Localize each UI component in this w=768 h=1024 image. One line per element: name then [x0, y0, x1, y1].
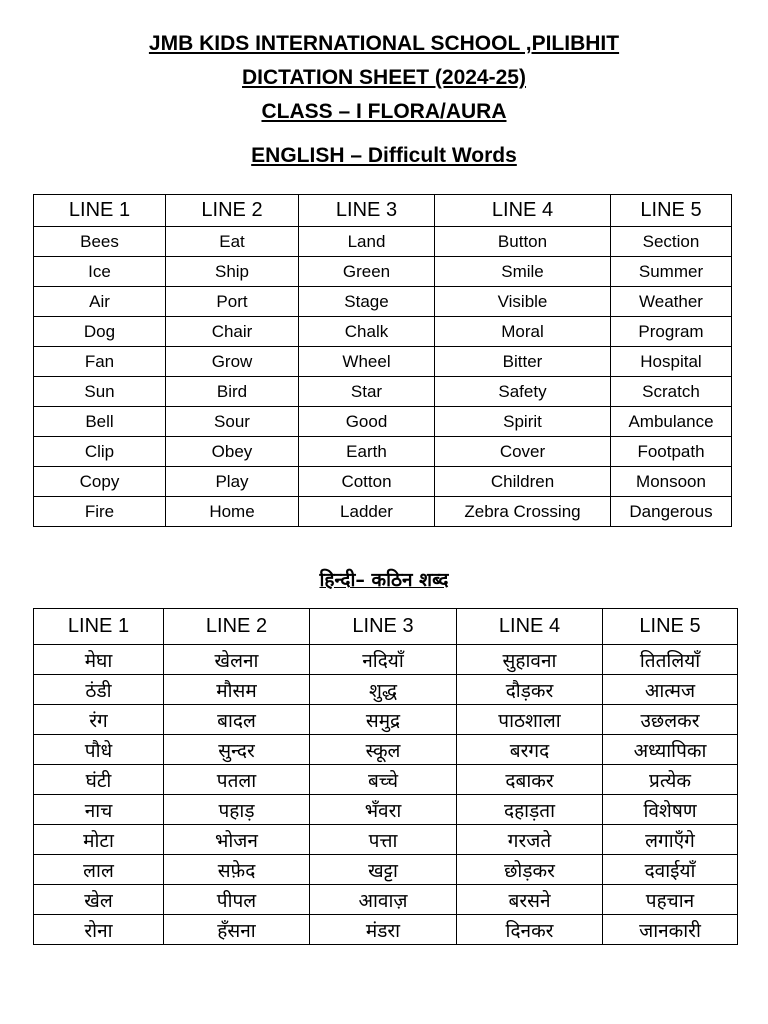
hindi-word-cell: मोटा — [34, 825, 164, 855]
hindi-word-cell: खेल — [34, 885, 164, 915]
english-col-header: LINE 1 — [34, 195, 166, 227]
english-word-cell: Copy — [34, 467, 166, 497]
english-word-cell: Zebra Crossing — [435, 497, 611, 527]
english-word-cell: Ship — [166, 257, 299, 287]
hindi-col-header: LINE 3 — [310, 609, 457, 645]
hindi-word-cell: बरसने — [457, 885, 603, 915]
english-word-cell: Bees — [34, 227, 166, 257]
hindi-section-title: हिन्दी– कठिन शब्द — [319, 569, 449, 591]
english-section-title: ENGLISH – Difficult Words — [251, 144, 517, 167]
english-word-cell: Dog — [34, 317, 166, 347]
hindi-word-cell: छोड़कर — [457, 855, 603, 885]
hindi-word-cell: पहचान — [603, 885, 738, 915]
english-word-cell: Chair — [166, 317, 299, 347]
hindi-word-cell: आत्मज — [603, 675, 738, 705]
english-word-cell: Dangerous — [611, 497, 732, 527]
hindi-word-cell: दिनकर — [457, 915, 603, 945]
english-word-cell: Home — [166, 497, 299, 527]
english-word-cell: Weather — [611, 287, 732, 317]
english-table-row — [34, 287, 732, 317]
hindi-col-header: LINE 5 — [603, 609, 738, 645]
english-word-cell: Cotton — [299, 467, 435, 497]
hindi-word-cell: पीपल — [164, 885, 310, 915]
hindi-word-cell: पहाड़ — [164, 795, 310, 825]
english-word-cell: Ambulance — [611, 407, 732, 437]
english-word-cell: Air — [34, 287, 166, 317]
english-word-cell: Bitter — [435, 347, 611, 377]
hindi-word-cell: दबाकर — [457, 765, 603, 795]
hindi-word-cell: अध्यापिका — [603, 735, 738, 765]
hindi-word-cell: पाठशाला — [457, 705, 603, 735]
hindi-col-header: LINE 1 — [34, 609, 164, 645]
hindi-word-cell: जानकारी — [603, 915, 738, 945]
english-table-row — [34, 437, 732, 467]
hindi-table-row — [34, 765, 738, 795]
hindi-table-row — [34, 735, 738, 765]
hindi-word-cell: आवाज़ — [310, 885, 457, 915]
english-table-row — [34, 317, 732, 347]
hindi-word-cell: उछलकर — [603, 705, 738, 735]
hindi-word-cell: रंग — [34, 705, 164, 735]
hindi-word-cell: बादल — [164, 705, 310, 735]
hindi-table-row — [34, 825, 738, 855]
english-word-cell: Hospital — [611, 347, 732, 377]
hindi-word-cell: सुन्दर — [164, 735, 310, 765]
english-word-cell: Clip — [34, 437, 166, 467]
english-word-cell: Obey — [166, 437, 299, 467]
hindi-col-header: LINE 2 — [164, 609, 310, 645]
hindi-word-cell: गरजते — [457, 825, 603, 855]
hindi-word-cell: बच्चे — [310, 765, 457, 795]
english-word-cell: Summer — [611, 257, 732, 287]
english-word-cell: Monsoon — [611, 467, 732, 497]
english-table-row — [34, 467, 732, 497]
hindi-word-cell: बरगद — [457, 735, 603, 765]
hindi-word-cell: दौड़कर — [457, 675, 603, 705]
english-word-cell: Ice — [34, 257, 166, 287]
english-word-cell: Smile — [435, 257, 611, 287]
hindi-table-row — [34, 705, 738, 735]
english-word-cell: Grow — [166, 347, 299, 377]
hindi-word-cell: नदियाँ — [310, 645, 457, 675]
english-word-cell: Green — [299, 257, 435, 287]
english-col-header: LINE 5 — [611, 195, 732, 227]
english-word-cell: Moral — [435, 317, 611, 347]
english-word-cell: Star — [299, 377, 435, 407]
english-word-cell: Chalk — [299, 317, 435, 347]
english-word-cell: Safety — [435, 377, 611, 407]
english-word-cell: Earth — [299, 437, 435, 467]
english-col-header: LINE 2 — [166, 195, 299, 227]
english-word-cell: Fan — [34, 347, 166, 377]
english-table-row — [34, 497, 732, 527]
english-word-cell: Visible — [435, 287, 611, 317]
english-word-cell: Good — [299, 407, 435, 437]
hindi-word-cell: शुद्ध — [310, 675, 457, 705]
hindi-word-cell: सफ़ेद — [164, 855, 310, 885]
english-word-cell: Section — [611, 227, 732, 257]
english-word-cell: Ladder — [299, 497, 435, 527]
hindi-word-cell: रोना — [34, 915, 164, 945]
english-word-cell: Bird — [166, 377, 299, 407]
hindi-word-cell: पौधे — [34, 735, 164, 765]
english-word-cell: Cover — [435, 437, 611, 467]
hindi-word-cell: समुद्र — [310, 705, 457, 735]
class-title: CLASS – I FLORA/AURA — [261, 100, 507, 123]
english-table-row — [34, 347, 732, 377]
hindi-word-cell: हँसना — [164, 915, 310, 945]
hindi-word-cell: ठंडी — [34, 675, 164, 705]
english-word-cell: Bell — [34, 407, 166, 437]
english-header-row — [34, 195, 732, 227]
hindi-word-cell: भोजन — [164, 825, 310, 855]
hindi-word-cell: दहाड़ता — [457, 795, 603, 825]
hindi-table-row — [34, 645, 738, 675]
english-word-cell: Port — [166, 287, 299, 317]
hindi-word-cell: घंटी — [34, 765, 164, 795]
english-table-row — [34, 227, 732, 257]
hindi-table-row — [34, 675, 738, 705]
hindi-word-cell: स्कूल — [310, 735, 457, 765]
english-table-row — [34, 377, 732, 407]
hindi-table-row — [34, 795, 738, 825]
english-word-cell: Scratch — [611, 377, 732, 407]
hindi-word-cell: सुहावना — [457, 645, 603, 675]
hindi-table-row — [34, 855, 738, 885]
english-word-cell: Fire — [34, 497, 166, 527]
english-word-cell: Sun — [34, 377, 166, 407]
hindi-words-table — [33, 608, 738, 945]
hindi-word-cell: लाल — [34, 855, 164, 885]
hindi-word-cell: दवाईयाँ — [603, 855, 738, 885]
hindi-word-cell: पतला — [164, 765, 310, 795]
hindi-word-cell: मंडरा — [310, 915, 457, 945]
english-word-cell: Land — [299, 227, 435, 257]
english-col-header: LINE 3 — [299, 195, 435, 227]
hindi-table-row — [34, 885, 738, 915]
english-table-row — [34, 407, 732, 437]
hindi-table-row — [34, 915, 738, 945]
english-word-cell: Sour — [166, 407, 299, 437]
hindi-word-cell: मेघा — [34, 645, 164, 675]
english-word-cell: Program — [611, 317, 732, 347]
hindi-word-cell: खेलना — [164, 645, 310, 675]
english-words-table — [33, 194, 732, 527]
english-word-cell: Stage — [299, 287, 435, 317]
hindi-word-cell: नाच — [34, 795, 164, 825]
hindi-col-header: LINE 4 — [457, 609, 603, 645]
english-word-cell: Footpath — [611, 437, 732, 467]
english-col-header: LINE 4 — [435, 195, 611, 227]
english-word-cell: Children — [435, 467, 611, 497]
hindi-word-cell: विशेषण — [603, 795, 738, 825]
hindi-word-cell: पत्ता — [310, 825, 457, 855]
school-name: JMB KIDS INTERNATIONAL SCHOOL ,PILIBHIT — [148, 32, 620, 55]
hindi-header-row — [34, 609, 738, 645]
english-word-cell: Eat — [166, 227, 299, 257]
hindi-word-cell: तितलियाँ — [603, 645, 738, 675]
english-word-cell: Spirit — [435, 407, 611, 437]
hindi-word-cell: लगाएँगे — [603, 825, 738, 855]
english-table-row — [34, 257, 732, 287]
sheet-title: DICTATION SHEET (2024-25) — [242, 66, 526, 89]
hindi-word-cell: भँवरा — [310, 795, 457, 825]
english-word-cell: Play — [166, 467, 299, 497]
english-word-cell: Wheel — [299, 347, 435, 377]
hindi-word-cell: खट्टा — [310, 855, 457, 885]
hindi-word-cell: मौसम — [164, 675, 310, 705]
hindi-word-cell: प्रत्येक — [603, 765, 738, 795]
english-word-cell: Button — [435, 227, 611, 257]
